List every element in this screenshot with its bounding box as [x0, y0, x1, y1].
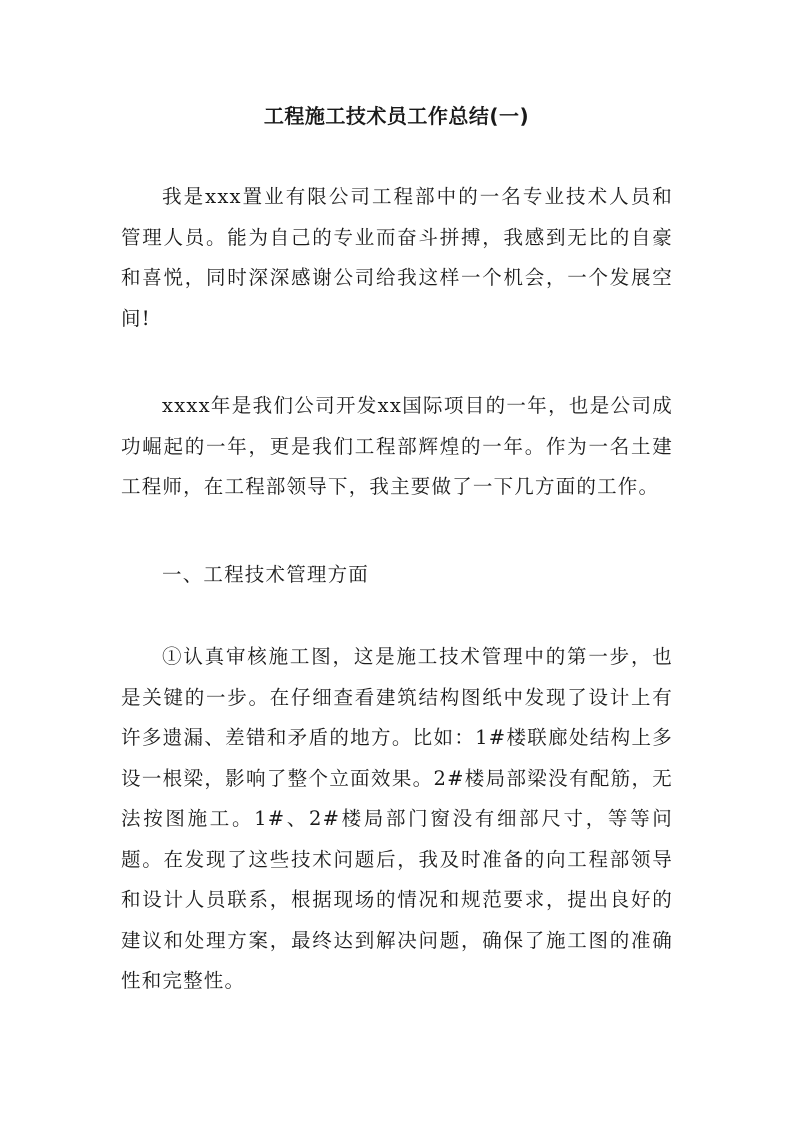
section-heading: 一、工程技术管理方面 [162, 563, 370, 586]
year-summary-paragraph: xxxx年是我们公司开发xx国际项目的一年，也是公司成功崛起的一年，更是我们工程部辉煌的一年。作为一名土建工程师，在工程部领导下，我主要做了一下几方面的工作。 [121, 394, 673, 498]
section-body-paragraph: ①认真审核施工图，这是施工技术管理中的第一步，也是关键的一步。在仔细查看建筑结构图纸中发现了设计上有许多遗漏、差错和矛盾的地方。比如：1#楼联廊处结构上多设一根梁，影响了整个立面效果。2#楼局部梁没有配筋，无法按图施工。1#、2#楼局部门窗没有细部尺寸，等等问题。在发现了这些技术问题后，我及时准备的向工程部领导和设计人员联系，根据现场的情况和规范要求，提出良好的建议和处理方案，最终达到解决问题，确保了施工图的准确性和完整性。 [121, 645, 673, 992]
intro-paragraph: 我是xxx置业有限公司工程部中的一名专业技术人员和管理人员。能为自己的专业而奋斗拼搏，我感到无比的自豪和喜悦，同时深深感谢公司给我这样一个机会，一个发展空间! [121, 185, 673, 330]
document-title: 工程施工技术员工作总结(一) [263, 104, 530, 128]
